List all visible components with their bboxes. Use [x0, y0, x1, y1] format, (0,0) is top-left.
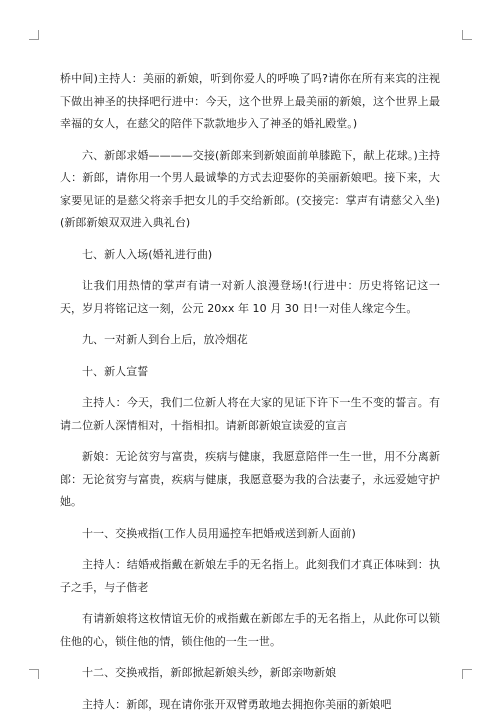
- paragraph-couple-entrance: 让我们用热情的掌声有请一对新人浪漫登场!(行进中：历史将铭记这一天，岁月将铭记这一刻，公元 20xx 年 10 月 30 日!一对佳人缘定今生。: [60, 279, 440, 315]
- heading-section-7: 七、新人入场(婚礼进行曲): [82, 247, 213, 261]
- heading-section-12: 十二、交换戒指，新郎掀起新娘头纱，新郎亲吻新娘: [82, 666, 337, 679]
- crop-mark-bottom-right: [462, 669, 472, 679]
- paragraph-ring-bride: 有请新娘将这枚情谊无价的戒指戴在新郎左手的无名指上，从此你可以锁住他的心，锁住他的情，锁住他的一生一世。: [60, 612, 440, 648]
- paragraph-vow-intro: 主持人：今天，我们二位新人将在大家的见证下许下一生不变的誓言。有请二位新人深情相对，十指相扣。请新郎新娘宣读爱的宣言: [60, 396, 440, 432]
- paragraph-ring-host: 主持人：结婚戒指戴在新娘左手的无名指上。此刻我们才真正体味到：执子之手，与子偕老: [60, 558, 440, 594]
- paragraph-vows: 新娘：无论贫穷与富贵，疾病与健康，我愿意陪伴一生一世，用不分离新郎：无论贫穷与富贵，疾病与健康，我愿意娶为我的合法妻子，永远爱她守护她。: [60, 450, 440, 508]
- crop-mark-bottom-left: [29, 669, 39, 679]
- crop-mark-top-right: [462, 30, 472, 40]
- heading-section-11: 十一、交换戒指(工作人员用遥控车把婚戒送到新人面前): [82, 526, 356, 540]
- document-body: [60, 68, 440, 725]
- crop-mark-top-left: [29, 30, 39, 40]
- heading-section-9: 九、一对新人到台上后，放冷烟花: [82, 333, 248, 346]
- paragraph-section-6-proposal: 六、新郎求婚————交接(新郎来到新娘面前单膝跪下，献上花球。)主持人：新郎，请你用一个男人最诚挚的方式去迎娶你的美丽新娘吧。接下来，大家要见证的是慈父将亲手把女儿的手交给新郎。(交接完：掌声有请慈父入坐)(新郎新娘双双进入典礼台): [60, 148, 440, 229]
- heading-section-10: 十、新人宣誓: [82, 364, 149, 378]
- paragraph-embrace: 主持人：新郎，现在请你张开双臂勇敢地去拥抱你美丽的新娘吧: [82, 697, 392, 711]
- paragraph-bride-entrance: 桥中间)主持人：美丽的新娘，听到你爱人的呼唤了吗?请你在所有来宾的注视下做出神圣的抉择吧行进中：今天，这个世界上最美丽的新娘，这个世界上最幸福的女人，在慈父的陪伴下款款地步入了神圣的婚礼殿堂。): [60, 72, 440, 130]
